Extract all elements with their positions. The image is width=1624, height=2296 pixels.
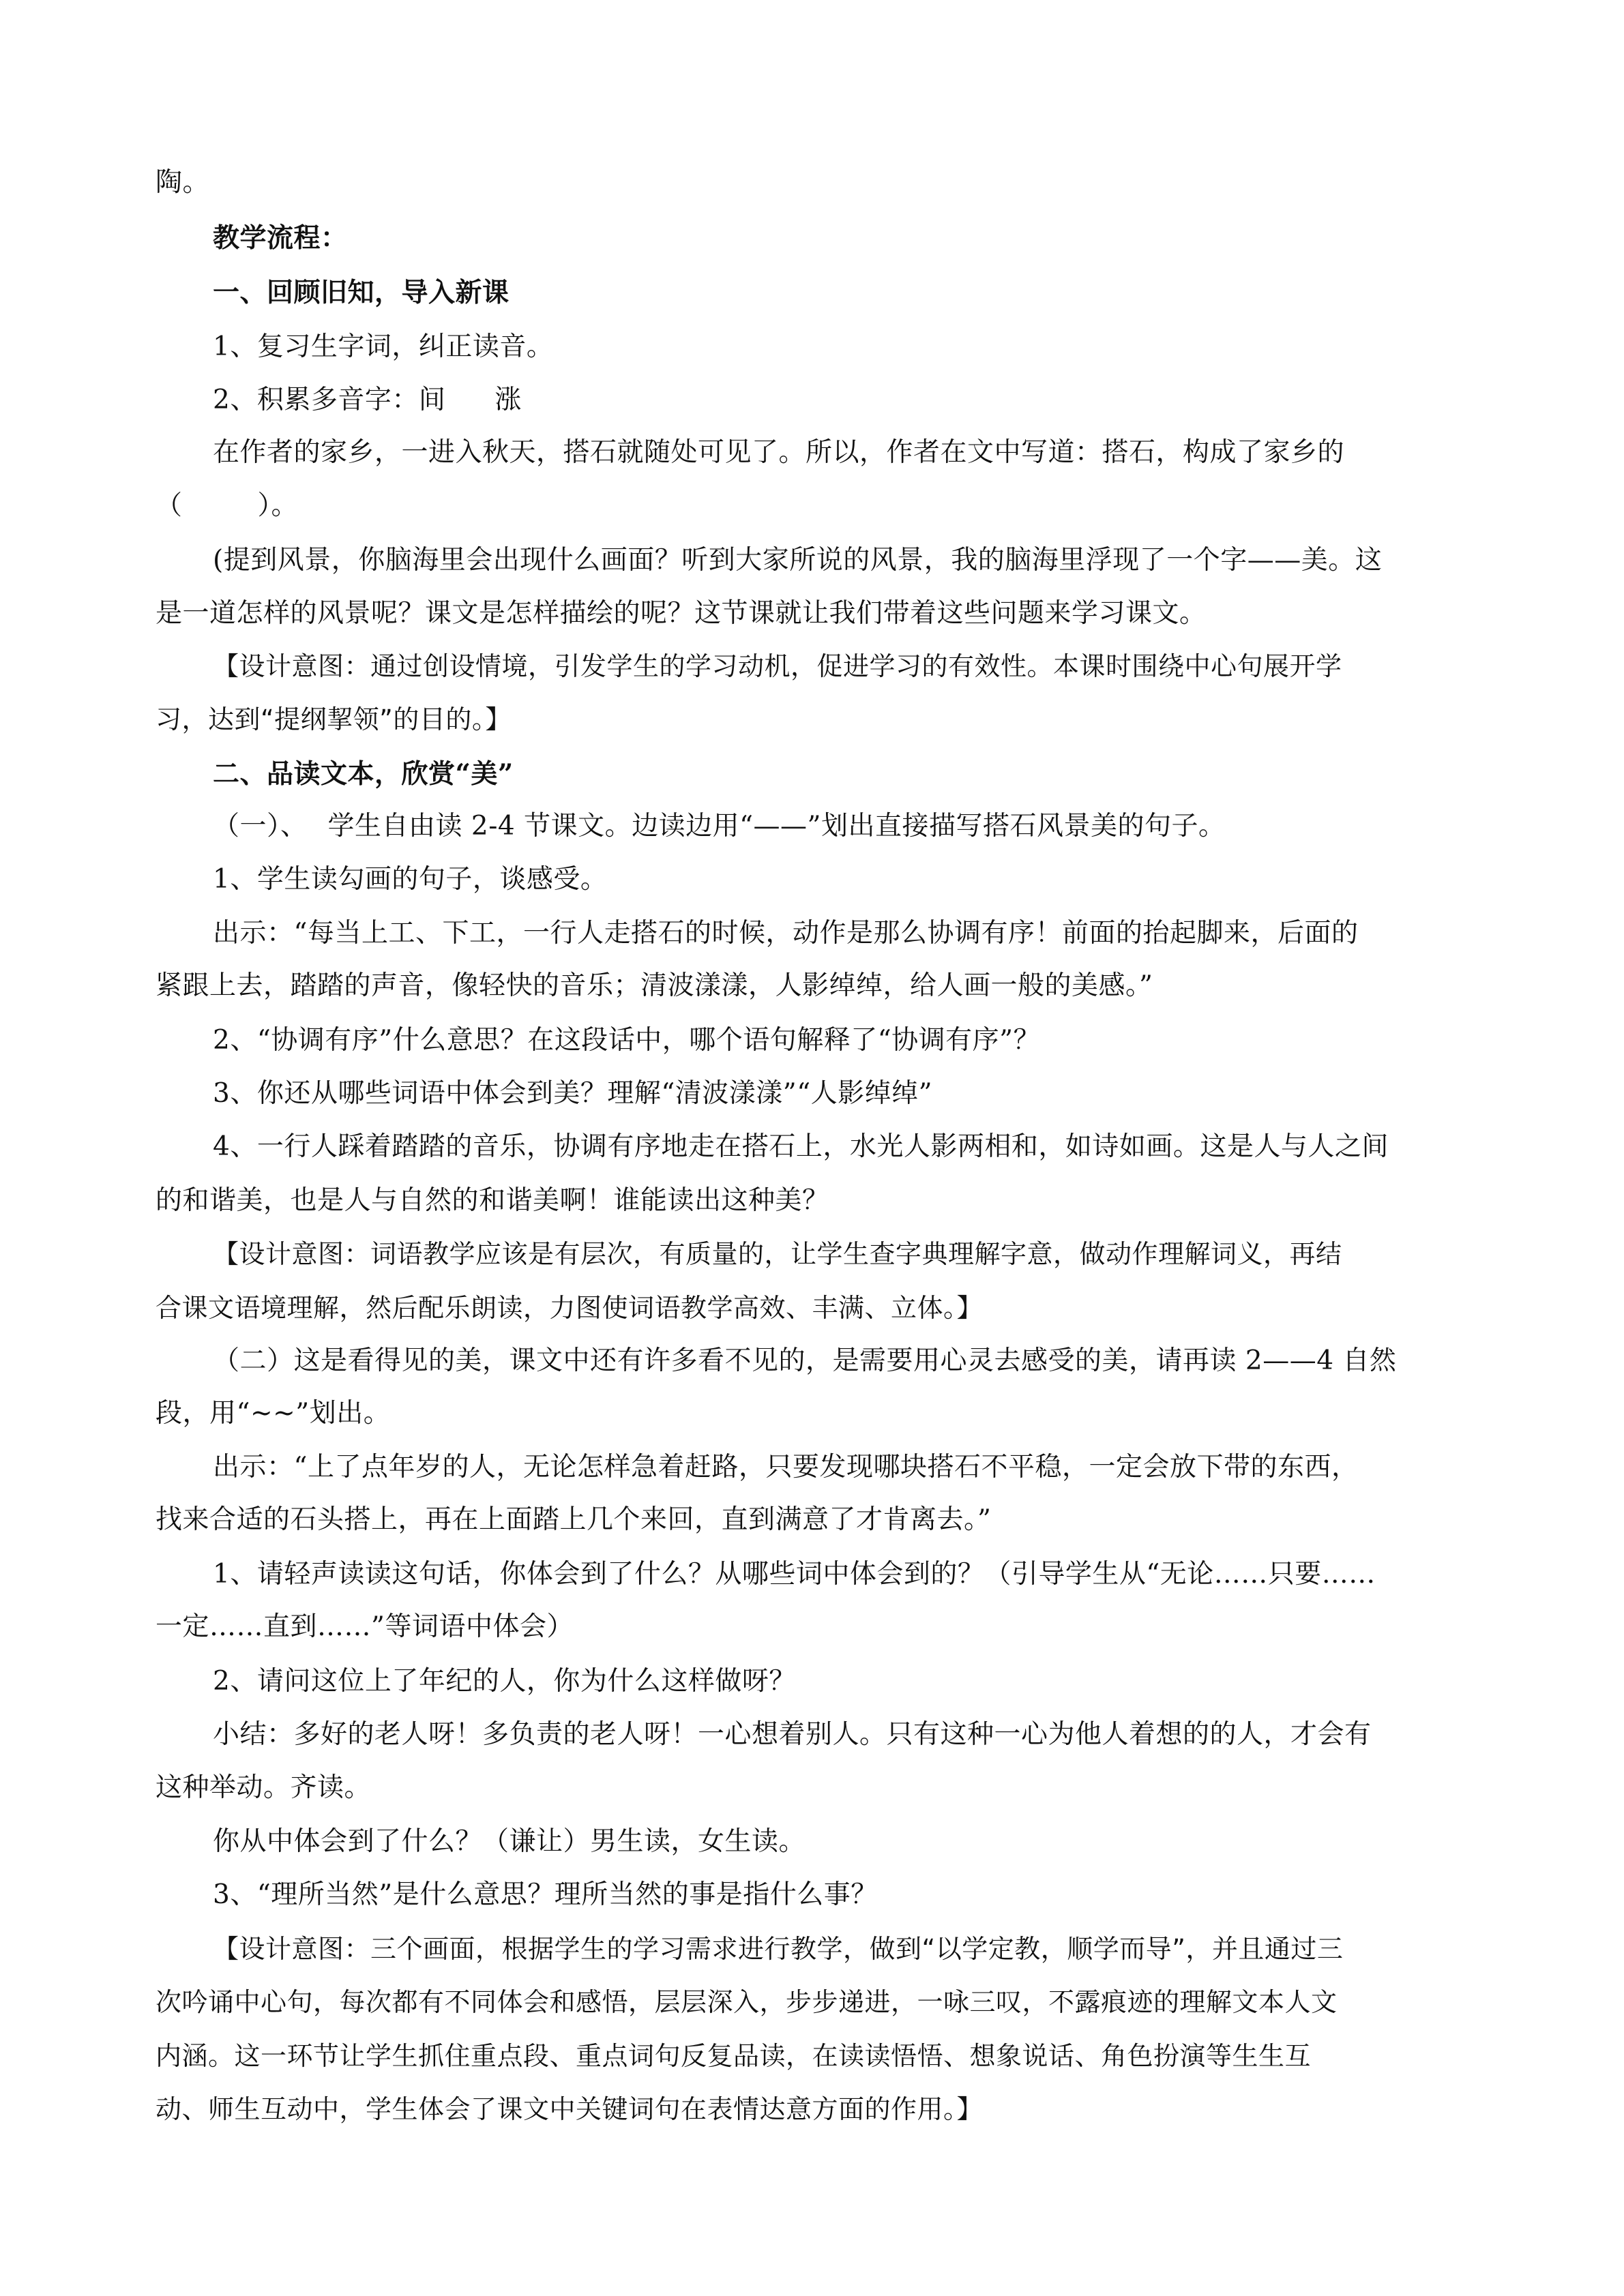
text-line: 陶。 <box>156 167 210 198</box>
section-heading: 教学流程： <box>213 222 348 254</box>
text-line: 2、请问这位上了年纪的人，你为什么这样做呀？ <box>213 1666 796 1697</box>
text-line: 出示：“上了点年岁的人，无论怎样急着赶路，只要发现哪块搭石不平稳，一定会放下带的东西， <box>213 1452 1359 1482</box>
text-line: 一定……直到……”等词语中体会） <box>156 1611 574 1642</box>
text-line: 1、请轻声读读这句话，你体会到了什么？从哪些词中体会到的？（引导学生从“无论……只要…… <box>213 1559 1376 1590</box>
text-span: 学生自由读 2-4 节课文。边读边用“——”划出直接描写搭石风景美的句子。 <box>327 811 1226 841</box>
design-intent-text: 内涵。这一环节让学生抓住重点段、重点词句反复品读，在读读悟悟、想象说话、角色扮演等生生互 <box>156 2041 1312 2071</box>
text-line: 出示：“每当上工、下工，一行人走搭石的时候，动作是那么协调有序！前面的抬起脚来，后面的 <box>213 918 1359 949</box>
design-intent-text: 【设计意图：三个画面，根据学生的学习需求进行教学，做到“以学定教，顺学而导”，并且通过三 <box>213 1934 1344 1964</box>
text-line <box>156 490 298 522</box>
text-span: （一）、 <box>213 811 308 841</box>
text-line: 的和谐美，也是人与自然的和谐美啊！谁能读出这种美？ <box>156 1185 829 1216</box>
text-line: 2、“协调有序”什么意思？在这段话中，哪个语句解释了“协调有序”？ <box>213 1025 1041 1056</box>
design-intent-text: 习，达到“提纲挈领”的目的。】 <box>156 704 512 734</box>
text-line: 段，用“~~”划出。 <box>156 1398 391 1429</box>
text-line: 是一道怎样的风景呢？课文是怎样描绘的呢？这节课就让我们带着这些问题来学习课文。 <box>156 598 1207 629</box>
text-line: 小结：多好的老人呀！多负责的老人呀！一心想着别人。只有这种一心为他人着想的的人，才会有 <box>213 1719 1372 1750</box>
text-span: （ <box>156 490 183 521</box>
text-span: ）。 <box>257 490 299 521</box>
text-line: 你从中体会到了什么？（谦让）男生读，女生读。 <box>213 1826 806 1857</box>
text-span: 涨 <box>494 385 522 415</box>
text-line: 3、“理所当然”是什么意思？理所当然的事是指什么事？ <box>213 1879 878 1910</box>
text-line: （二）这是看得见的美，课文中还有许多看不见的，是需要用心灵去感受的美，请再读 2——4 自然 <box>213 1345 1397 1376</box>
text-line: 找来合适的石头搭上，再在上面踏上几个来回，直到满意了才肯离去。” <box>156 1504 992 1535</box>
text-line: 3、你还从哪些词语中体会到美？理解“清波漾漾”“人影绰绰” <box>213 1078 933 1109</box>
text-span: 2、积累多音字：间 <box>213 385 446 415</box>
design-intent-text: 次吟诵中心句，每次都有不同体会和感悟，层层深入，步步递进，一咏三叹，不露痕迹的理解文本人文 <box>156 1987 1338 2017</box>
text-line <box>213 810 1226 843</box>
design-intent-text: 动、师生互动中，学生体会了课文中关键词句在表情达意方面的作用。】 <box>156 2094 984 2124</box>
text-line: 在作者的家乡，一进入秋天，搭石就随处可见了。所以，作者在文中写道：搭石，构成了家乡的 <box>213 437 1345 468</box>
text-line <box>213 384 522 417</box>
text-line: 1、学生读勾画的句子，谈感受。 <box>213 864 608 895</box>
section-heading: 一、回顾旧知，导入新课 <box>213 277 510 308</box>
text-line: (提到风景，你脑海里会出现什么画面？听到大家所说的风景，我的脑海里浮现了一个字——美。这 <box>213 545 1383 576</box>
design-intent-text: 合课文语境理解，然后配乐朗读，力图使词语教学高效、丰满、立体。】 <box>156 1293 984 1323</box>
section-heading: 二、品读文本，欣赏“美” <box>213 758 514 790</box>
design-intent-text: 【设计意图：词语教学应该是有层次，有质量的，让学生查字典理解字意，做动作理解词义，再结 <box>213 1239 1342 1269</box>
text-line: 紧跟上去，踏踏的声音，像轻快的音乐；清波漾漾，人影绰绰，给人画一般的美感。” <box>156 970 1153 1001</box>
design-intent-text: 【设计意图：通过创设情境，引发学生的学习动机，促进学习的有效性。本课时围绕中心句展开学 <box>213 651 1342 681</box>
text-line: 1、复习生字词，纠正读音。 <box>213 331 554 362</box>
text-line: 这种举动。齐读。 <box>156 1772 372 1803</box>
text-line: 4、一行人踩着踏踏的音乐，协调有序地走在搭石上，水光人影两相和，如诗如画。这是人与人之间 <box>213 1131 1389 1162</box>
